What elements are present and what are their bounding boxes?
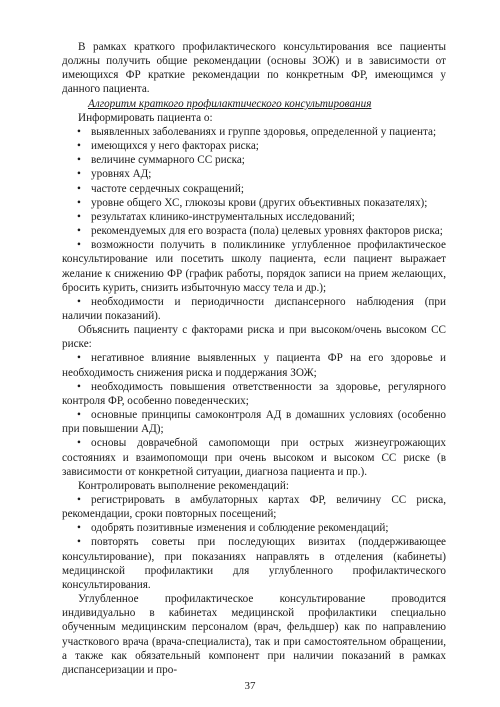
control-lead: Контролировать выполнение рекомендаций: bbox=[78, 479, 289, 492]
bullet-icon: • bbox=[77, 295, 81, 308]
list-item: • рекомендуемых для его возраста (пола) целевых уровнях факторов риска; bbox=[77, 225, 443, 238]
list-item: • частоте сердечных сокращений; bbox=[77, 182, 245, 195]
bullet-icon: • bbox=[77, 409, 81, 422]
algorithm-heading: Алгоритм краткого профилактического консультирования bbox=[88, 97, 372, 110]
bullet-icon: • bbox=[77, 225, 81, 238]
list-item: • выявленных заболеваниях и группе здоровья, определенной у пациента; bbox=[77, 125, 437, 138]
explain-lead: Объяснить пациенту с факторами риска и при высоком/очень высоком СС риске: bbox=[62, 324, 446, 351]
final-paragraph: Углубленное профилактическое консультирование проводится индивидуально в кабинетах медицинской профилактики специально обученным медицинским персоналом (врач, фельдшер) как по направлению участкового врача (врача-специалиста), так и при самостоятельном обращении, а также как обязательный компонент при наличии показаний в рамках диспансеризации и про- bbox=[62, 593, 446, 676]
bullet-icon: • bbox=[77, 437, 81, 450]
bullet-icon: • bbox=[77, 494, 81, 506]
bullet-icon: • bbox=[77, 239, 81, 252]
inform-lead: Информировать пациента о: bbox=[78, 111, 213, 124]
list-item: • необходимости и периодичности диспансерного наблюдения (при наличии показаний). bbox=[62, 295, 446, 322]
inform-list bbox=[62, 125, 446, 323]
bullet-icon: • bbox=[77, 522, 81, 535]
bullet-icon: • bbox=[77, 210, 81, 223]
bullet-icon: • bbox=[77, 182, 81, 195]
intro-paragraph: В рамках краткого профилактического консультирования все пациенты должны получить общие рекомендации (основы ЗОЖ) и в зависимости от имеющихся ФР краткие рекомендации по конкретным ФР, имеющимся у данного пациента. bbox=[62, 41, 446, 96]
list-item: • негативное влияние выявленных у пациента ФР на его здоровье и необходимость снижения риска и поддержания ЗОЖ; bbox=[62, 352, 446, 379]
control-list bbox=[62, 493, 446, 592]
bullet-icon: • bbox=[77, 352, 81, 365]
list-item: • величине суммарного СС риска; bbox=[77, 154, 245, 167]
list-item: • основные принципы самоконтроля АД в домашних условиях (особенно при повышении АД); bbox=[62, 409, 446, 436]
page-number: 37 bbox=[244, 680, 256, 692]
list-item: • необходимость повышения ответственности за здоровье, регулярного контроля ФР, особенно поведенческих; bbox=[62, 380, 446, 407]
list-item: • повторять советы при последующих визитах (поддерживающее консультирование), при показаниях направлять в отделения (кабинеты) медицинской профилактики для углубленного профилактического консультирования. bbox=[62, 536, 446, 591]
bullet-icon: • bbox=[77, 140, 81, 153]
list-item: • возможности получить в поликлинике углубленное профилактическое консультирование или посетить школу пациента, если пациент выражает желание к снижению ФР (график работы, порядок записи на прием желающих, бросить курить, снизить избыточную массу тела и др.); bbox=[62, 239, 446, 294]
list-item: • результатах клинико-инструментальных исследований; bbox=[77, 210, 355, 223]
bullet-icon: • bbox=[77, 154, 81, 167]
bullet-icon: • bbox=[77, 168, 81, 181]
bullet-icon: • bbox=[77, 125, 81, 138]
explain-list bbox=[62, 351, 446, 478]
list-item: • одобрять позитивные изменения и соблюдение рекомендаций; bbox=[77, 522, 389, 535]
list-item: • основы доврачебной самопомощи при острых жизнеугрожающих состояниях и взаимопомощи при очень высоком и высоком СС риске (в зависимости от конкретной ситуации, диагноза пациента и пр.). bbox=[62, 437, 446, 478]
list-item: • регистрировать в амбулаторных картах ФР, величину СС риска, рекомендации, сроки повторных посещений; bbox=[62, 494, 446, 521]
list-item: • уровне общего ХС, глюкозы крови (других объективных показателях); bbox=[77, 196, 428, 209]
bullet-icon: • bbox=[77, 196, 81, 209]
list-item: • имеющихся у него факторах риска; bbox=[77, 140, 259, 153]
bullet-icon: • bbox=[77, 380, 81, 393]
bullet-icon: • bbox=[77, 536, 81, 549]
list-item: • уровнях АД; bbox=[77, 168, 152, 181]
